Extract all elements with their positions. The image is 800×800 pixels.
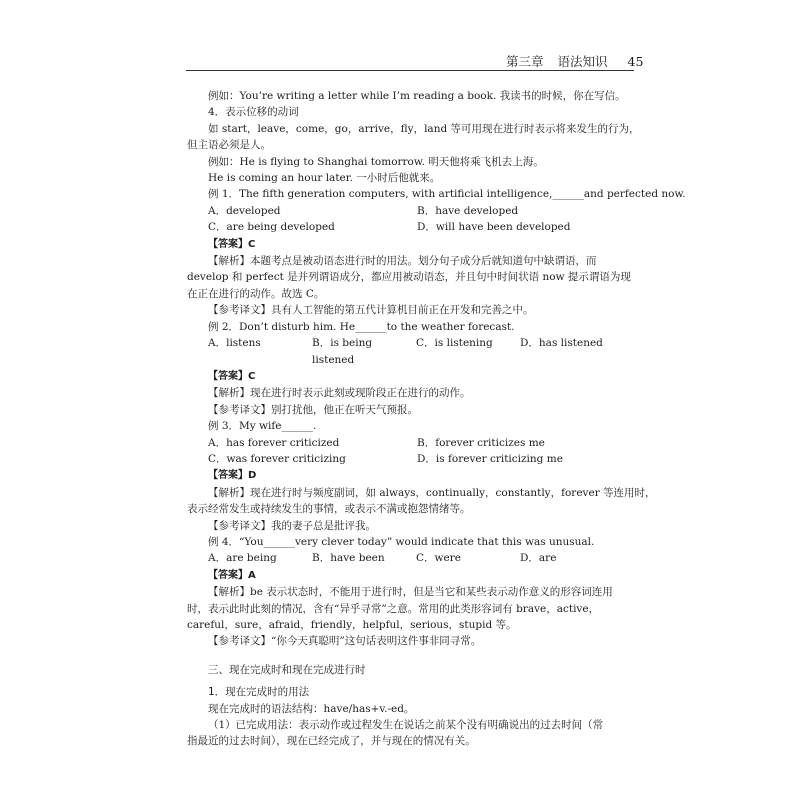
analysis-line: 表示经常发生或持续发生的事情，或表示不满或抱怨情绪等。	[187, 503, 471, 516]
option: B．have developed	[417, 204, 519, 217]
analysis-line: careful，sure，afraid，friendly，helpful，serious，stupid 等。	[187, 619, 517, 631]
subsection-heading: 1．现在完成时的用法	[208, 686, 310, 699]
question-4-options-row	[187, 550, 637, 566]
question-3-options-row	[187, 435, 637, 451]
answer: 【答案】C	[208, 238, 256, 250]
option: D．is forever criticizing me	[417, 452, 563, 465]
option: B．have been	[312, 552, 385, 565]
chapter-label: 第三章	[506, 54, 544, 69]
header-rule	[186, 70, 634, 71]
option: A．developed	[208, 204, 281, 217]
question-1: 例 1．The fifth generation computers, with artificial intelligence,______and perfected now.	[208, 188, 686, 201]
question-3: 例 3．My wife______.	[208, 420, 317, 433]
question-4: 例 4．“You______very clever today” would indicate that this was unusual.	[208, 535, 595, 548]
option: A．listens	[208, 337, 261, 350]
question-1-options-row	[187, 219, 637, 235]
question-1-options-row	[187, 203, 637, 219]
translation: 【参考译文】具有人工智能的第五代计算机目前正在开发和完善之中。	[208, 304, 534, 317]
option: A．has forever criticized	[208, 436, 340, 449]
analysis-line: 时，表示此时此刻的情况，含有“异乎寻常”之意。常用的此类形容词有 brave，active，	[187, 602, 600, 615]
option: C．were	[416, 552, 461, 565]
question-2-options-row	[187, 335, 637, 368]
analysis-line: 【解析】现在进行时表示此刻或现阶段正在进行的动作。	[208, 387, 471, 400]
running-header	[506, 52, 643, 70]
question-3-options-row	[187, 451, 637, 467]
page-number: 45	[627, 54, 644, 69]
example-line: He is coming an hour later. 一小时后他就来。	[208, 172, 441, 185]
option: D．will have been developed	[417, 221, 571, 234]
paragraph-line: 但主语必须是人。	[187, 139, 271, 152]
example-line: 例如：He is flying to Shanghai tomorrow. 明天他将乘飞机去上海。	[208, 155, 544, 168]
option: B．is being listened	[312, 337, 373, 366]
analysis-line: 在正在进行的动作。故选 C。	[187, 287, 325, 300]
analysis-line: 【解析】现在进行时与频度副词，如 always，continually，constantly，forever 等连用时，	[208, 486, 656, 499]
paragraph-line: 现在完成时的语法结构：have/has+v.-ed。	[208, 702, 415, 715]
option: B．forever criticizes me	[417, 436, 545, 449]
option: C．is listening	[416, 337, 493, 350]
paragraph-line: （1）已完成用法：表示动作或过程发生在说话之前某个没有明确说出的过去时间（常	[208, 719, 604, 732]
analysis-line: 【解析】be 表示状态时，不能用于进行时，但是当它和某些表示动作意义的形容词连用	[208, 586, 613, 599]
section-heading: 三、现在完成时和现在完成进行时	[208, 663, 366, 676]
translation: 【参考译文】我的妻子总是批评我。	[208, 519, 376, 532]
paragraph-line: 指最近的过去时间），现在已经完成了，并与现在的情况有关。	[187, 735, 476, 748]
answer: 【答案】C	[208, 370, 256, 382]
option: C．was forever criticizing	[208, 452, 346, 465]
option: D．are	[520, 552, 557, 565]
paragraph-line: 如 start，leave，come，go，arrive，fly，land 等可用现在进行时表示将来发生的行为，	[208, 122, 640, 135]
answer: 【答案】D	[208, 470, 257, 482]
option: A．are being	[208, 552, 277, 565]
answer: 【答案】A	[208, 569, 256, 581]
page-body	[187, 88, 686, 750]
example-line: 例如：You’re writing a letter while I’m reading a book. 我读书的时候，你在写信。	[208, 90, 626, 102]
option: D．has listened	[520, 337, 603, 350]
analysis-line: 【解析】本题考点是被动语态进行时的用法。划分句子成分后就知道句中缺谓语，而	[208, 255, 597, 268]
analysis-line: develop 和 perfect 是并列谓语成分，都应用被动语态，并且句中时间状语 now 提示谓语为现	[187, 271, 631, 284]
translation: 【参考译文】别打扰他，他正在听天气预报。	[208, 403, 418, 416]
question-2: 例 2．Don’t disturb him. He______to the weather forecast.	[208, 320, 515, 333]
option: C．are being developed	[208, 221, 335, 234]
section-label: 语法知识	[557, 54, 608, 69]
subheading: 4．表示位移的动词	[208, 106, 299, 119]
translation: 【参考译文】“你今天真聪明”这句话表明这件事非同寻常。	[208, 635, 482, 648]
